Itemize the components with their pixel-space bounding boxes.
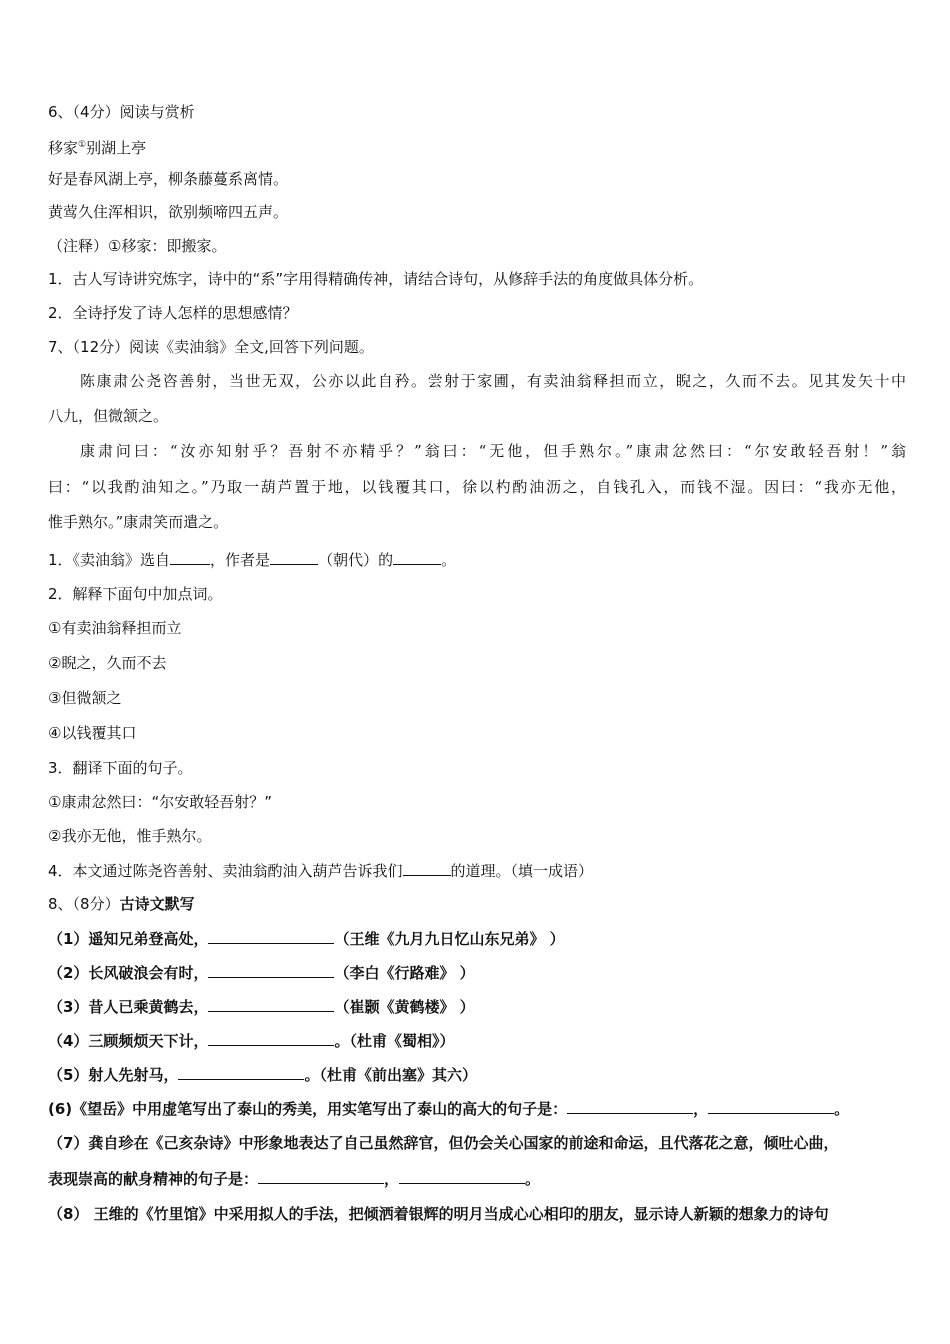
- q8-item7-line1: （7）龚自珍在《己亥杂诗》中形象地表达了自己虽然辞官，但仍会关心国家的前途和命运，且代落花之意，倾吐心曲，: [48, 1134, 839, 1152]
- footnote-marker: ①: [78, 140, 87, 150]
- q7-question4: 4．本文通过陈尧咨善射、卖油翁酌油入葫芦告诉我们 的道理。（填一成语）: [48, 862, 594, 880]
- q8-item6: (6)《望岳》中用虚笔写出了泰山的秀美，用实笔写出了泰山的高大的句子是： ， 。: [48, 1100, 850, 1118]
- q7-passage-p2-line3: 惟手熟尔。”康肃笑而遣之。: [48, 513, 229, 531]
- q7-header: 7、（12分）阅读《卖油翁》全文,回答下列问题。: [48, 338, 374, 356]
- q7-q2-item4: ④以钱覆其口: [48, 724, 137, 742]
- answer-blank[interactable]: [170, 549, 210, 565]
- q7-q2-item2: ②睨之，久而不去: [48, 654, 167, 672]
- q8-header: 8、（8分）古诗文默写: [48, 895, 195, 913]
- q6-header: 6、（4分）阅读与赏析: [48, 103, 195, 121]
- q7-passage-p1-line1: 陈康肃公尧咨善射，当世无双，公亦以此自矜。尝射于家圃，有卖油翁释担而立，睨之，久而不去。见其发矢十中: [80, 372, 906, 390]
- answer-blank[interactable]: [208, 962, 334, 978]
- q7-passage-p2-line1: 康肃问曰：“汝亦知射乎？吾射不亦精乎？”翁曰：“无他，但手熟尔。”康肃忿然曰：“尔安敢轻吾射！”翁: [80, 442, 906, 460]
- answer-blank[interactable]: [567, 1098, 693, 1114]
- q7-question1: 1．《卖油翁》选自 ，作者是 （朝代）的 。: [48, 551, 457, 569]
- q8-item2: （2）长风破浪会有时， （李白《行路难》 ）: [48, 964, 475, 982]
- q7-q2-item3: ③但微颔之: [48, 689, 122, 707]
- q8-item5: （5）射人先射马， 。（杜甫《前出塞》其六）: [48, 1066, 477, 1084]
- q7-q3-item1: ①康肃忿然曰：“尔安敢轻吾射？”: [48, 793, 272, 811]
- q6-poem-line1: 好是春风湖上亭，柳条藤蔓系离情。: [48, 170, 289, 188]
- q7-q2-item1: ①有卖油翁释担而立: [48, 619, 182, 637]
- answer-blank[interactable]: [270, 549, 318, 565]
- q8-item7-line2: 表现崇高的献身精神的句子是： ， 。: [48, 1170, 541, 1188]
- q7-question3: 3．翻译下面的句子。: [48, 759, 193, 777]
- q7-q3-item2: ②我亦无他，惟手熟尔。: [48, 827, 212, 845]
- answer-blank[interactable]: [178, 1064, 304, 1080]
- answer-blank[interactable]: [208, 1030, 334, 1046]
- q6-note: （注释）①移家：即搬家。: [48, 237, 227, 255]
- q6-poem-line2: 黄莺久住浑相识，欲别频啼四五声。: [48, 203, 289, 221]
- q8-item4: （4）三顾频烦天下计， 。（杜甫《蜀相》）: [48, 1032, 455, 1050]
- answer-blank[interactable]: [208, 928, 334, 944]
- answer-blank[interactable]: [208, 996, 334, 1012]
- q6-question1: 1．古人写诗讲究炼字，诗中的“系”字用得精确传神，请结合诗句，从修辞手法的角度做具体分析。: [48, 270, 704, 288]
- q6-question2: 2．全诗抒发了诗人怎样的思想感情？: [48, 304, 298, 322]
- answer-blank[interactable]: [708, 1098, 834, 1114]
- answer-blank[interactable]: [399, 1168, 525, 1184]
- q8-item1: （1）遥知兄弟登高处， （王维《九月九日忆山东兄弟》 ）: [48, 930, 565, 948]
- q7-passage-p1-line2: 八九，但微颔之。: [48, 407, 169, 425]
- q8-item8: （8） 王维的《竹里馆》中采用拟人的手法，把倾洒着银辉的明月当成心心相印的朋友，显示诗人新颖的想象力的诗句: [48, 1205, 829, 1223]
- q7-question2: 2．解释下面句中加点词。: [48, 585, 223, 603]
- answer-blank[interactable]: [393, 549, 441, 565]
- answer-blank[interactable]: [403, 860, 451, 876]
- q6-poem-title: 移家①别湖上亭: [48, 139, 147, 157]
- q7-passage-p2-line2: 曰：“以我酌油知之。”乃取一葫芦置于地，以钱覆其口，徐以杓酌油沥之，自钱孔入，而钱不湿。因曰：“我亦无他，: [48, 478, 906, 496]
- answer-blank[interactable]: [258, 1168, 384, 1184]
- q8-item3: （3）昔人已乘黄鹤去， （崔颢《黄鹤楼》 ）: [48, 998, 475, 1016]
